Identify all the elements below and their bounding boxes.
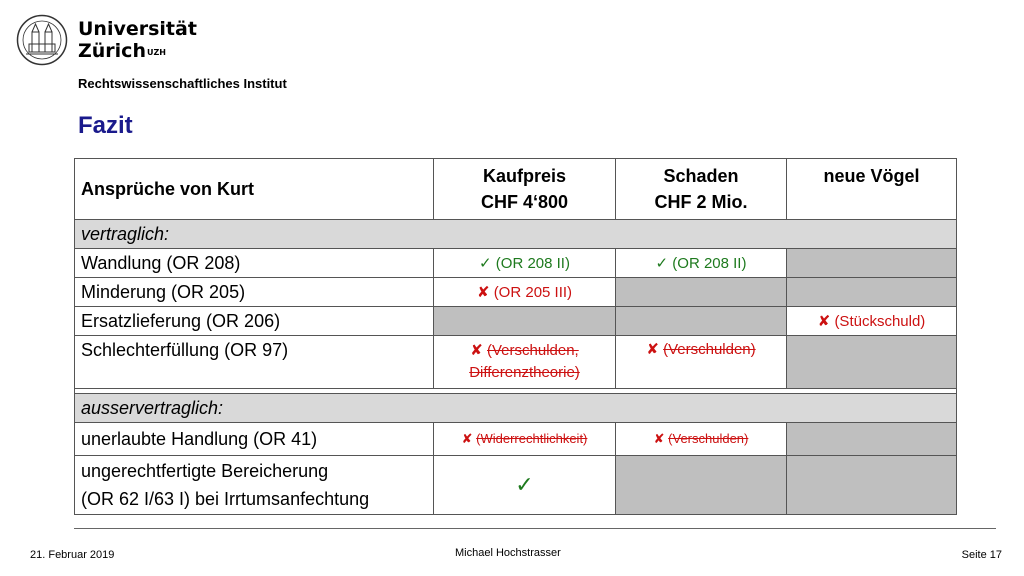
row-label: Schlechterfüllung (OR 97) — [75, 336, 434, 389]
check-icon: ✓ — [515, 472, 534, 497]
footer-divider — [74, 528, 996, 529]
cross-icon: ✘ — [461, 431, 473, 446]
cell-schaden — [616, 423, 787, 456]
section-label: vertraglich: — [75, 220, 957, 249]
header-kaufpreis — [434, 159, 616, 220]
table-row — [75, 278, 957, 307]
cross-icon: ✘ — [470, 342, 483, 359]
cell-schaden — [616, 249, 787, 278]
header-kaufpreis-label: Kaufpreis — [482, 166, 567, 186]
university-city: Zürich — [78, 40, 146, 62]
cell-neue-voegel — [787, 336, 957, 389]
page-title: Fazit — [78, 112, 133, 139]
cell-text: Differenztheorie) — [469, 364, 580, 381]
cross-icon: ✘ — [646, 341, 659, 358]
table-row — [75, 307, 957, 336]
header-schaden — [616, 159, 787, 220]
cell-neue-voegel — [787, 456, 957, 515]
row-label: Wandlung (OR 208) — [75, 249, 434, 278]
row-label-line1: ungerechtfertigte Bereicherung — [81, 461, 329, 481]
institute-name: Rechtswissenschaftliches Institut — [78, 76, 287, 91]
check-icon: ✓ — [479, 255, 492, 272]
cell-kaufpreis — [434, 336, 616, 389]
footer-page-number: Seite 17 — [961, 549, 1002, 561]
cell-text: (Stückschuld) — [834, 313, 926, 330]
header-claims: Ansprüche von Kurt — [75, 159, 434, 220]
row-label — [75, 456, 434, 515]
cell-neue-voegel — [787, 249, 957, 278]
table-row — [75, 336, 957, 389]
cell-schaden — [616, 456, 787, 515]
footer-author: Michael Hochstrasser — [455, 547, 561, 559]
uzh-mark: UZH — [146, 48, 166, 57]
cell-kaufpreis — [434, 249, 616, 278]
cross-icon: ✘ — [476, 284, 490, 301]
row-label: Ersatzlieferung (OR 206) — [75, 307, 434, 336]
cell-schaden — [616, 307, 787, 336]
table-row — [75, 456, 957, 515]
cell-neue-voegel — [787, 278, 957, 307]
cell-text: (OR 205 III) — [493, 284, 573, 301]
section-label: ausservertraglich: — [75, 394, 957, 423]
cell-neue-voegel — [787, 423, 957, 456]
cell-text: (Widerrechtlichkeit) — [476, 431, 588, 446]
header-schaden-label: Schaden — [663, 166, 739, 186]
header-schaden-amount: CHF 2 Mio. — [654, 192, 748, 212]
university-line1: Universität — [78, 18, 197, 40]
cell-kaufpreis — [434, 278, 616, 307]
claims-table — [74, 158, 957, 515]
table-row — [75, 423, 957, 456]
university-seal-icon — [16, 14, 68, 66]
row-label: Minderung (OR 205) — [75, 278, 434, 307]
check-icon: ✓ — [655, 255, 669, 272]
row-label-line2: (OR 62 I/63 I) bei Irrtumsanfechtung — [81, 489, 370, 509]
cell-kaufpreis — [434, 307, 616, 336]
cell-text: (OR 208 II) — [672, 255, 747, 272]
cell-text: (OR 208 II) — [495, 255, 570, 272]
cell-kaufpreis — [434, 456, 616, 515]
table-header-row — [75, 159, 957, 220]
cross-icon: ✘ — [817, 313, 831, 330]
section-row-noncontract — [75, 394, 957, 423]
university-line2 — [78, 40, 197, 62]
header-kaufpreis-amount: CHF 4‘800 — [480, 192, 569, 212]
table-row — [75, 249, 957, 278]
header-neue-voegel: neue Vögel — [787, 159, 957, 220]
footer-date: 21. Februar 2019 — [30, 549, 115, 561]
cross-icon: ✘ — [653, 431, 665, 446]
section-row-contract — [75, 220, 957, 249]
cell-neue-voegel — [787, 307, 957, 336]
cell-kaufpreis — [434, 423, 616, 456]
cell-schaden — [616, 336, 787, 389]
cell-schaden — [616, 278, 787, 307]
cell-text: (Verschulden, — [487, 342, 579, 359]
university-name — [78, 18, 197, 62]
row-label: unerlaubte Handlung (OR 41) — [75, 423, 434, 456]
cell-text: (Verschulden) — [663, 341, 756, 358]
cell-text: (Verschulden) — [668, 431, 749, 446]
